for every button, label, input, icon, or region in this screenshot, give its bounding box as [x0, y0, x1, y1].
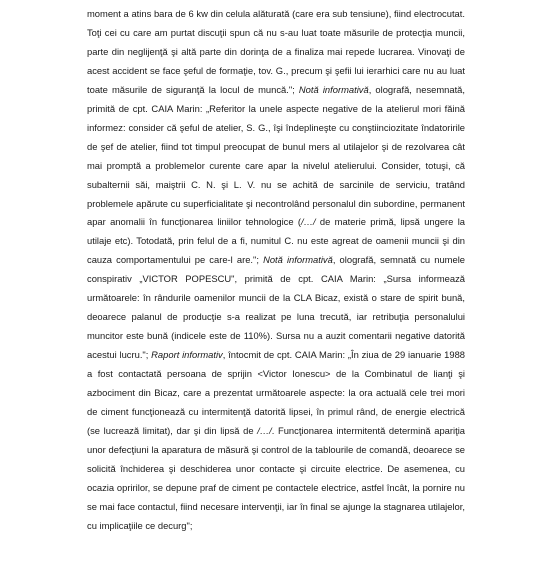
- document-type-label: Notă informativă: [298, 83, 369, 95]
- document-type-label: Notă informativă: [263, 254, 333, 266]
- text-segment: . Funcţionarea intermitentă determină apariţia unor defecţiuni la aparatura de măsură şi control de la tablourile de comandă, deoarece se solicită închiderea şi deschiderea unor contacte şi circuite electrice. De asemenea, cu ocazia opririlor, se depune praf de ciment pe contactele electrice, astfel încât, la pornire nu se mai face contactul, fiind necesare intervenţii, iar în final se ajunge la stagnarea utilajelor, cu implicaţiile ce decurg";: [87, 424, 465, 531]
- text-segment: , olografă, nesemnată, primită de cpt. CAIA Marin: „Referitor la unele aspecte negative de la atelierul mori făină informez: consider că şeful de atelier, S. G., îşi îndeplineşte cu conştiinciozitate îndatoririle de şef de atelier, fiind tot timpul preocupat de bunul mers al utilajelor şi de rezolvarea cât mai promptă a problemelor curente care apar la nivelul atelierului. Consider, totuşi, că subalternii săi, maiştrii C. N. şi L. V. nu se achită de sarcinile de serviciu, tratând problemele apărute cu superficialitate şi necontrolând personalul din subordine, permanent apar anomalii în funcţionarea liniilor tehnologice (: [87, 83, 466, 228]
- text-segment: , întocmit de cpt. CAIA Marin: „În ziua de 29 ianuarie 1988 a fost contactată persoana de sprijin <Victor Ionescu> de la Combinatul de lianţi şi azbociment din Bicaz, care a prezentat următoarele aspecte: la ora actuală cele trei mori de ciment funcţionează cu intermitenţă datorită lipsei, în primul rând, de energie electrică (se lucrează limitat), dar şi din lipsă de: [87, 349, 466, 436]
- omission-mark: /…/: [257, 424, 272, 436]
- text-segment: , olografă, semnată cu numele conspirativ „VICTOR POPESCU", primită de cpt. CAIA Marin: „Sursa informează următoarele: în rândurile oamenilor muncii de la CLA Bicaz, există o stare de spirit bună, deoarece palanul de producţie s-a realizat pe luna trecută, iar retribuţia personalului muncitor este bună (indicele este de 110%). Sursa nu a auzit comentarii negative datorită acestui lucru.";: [87, 254, 465, 361]
- text-segment: moment a atins bara de 6 kw din celula alăturată (care era sub tensiune), fiind electrocutat. Toţi cei cu care am purtat discuţii spun că nu s-au luat toate măsurile de protecţia muncii, parte din neglijenţă şi altă parte din dorinţa de a finaliza mai repede lucrarea. Vinovaţi de acest accident se face şeful de formaţie, tov. G., precum şi şefii lui ierarhici care nu au luat toate măsurile de siguranţă la locul de muncă.";: [87, 8, 465, 95]
- document-type-label: Raport informativ: [151, 349, 223, 361]
- text-segment: de materie primă, lipsă ungere la utilaje etc). Totodată, prin felul de a fi, numitul C. nu este agreat de oamenii muncii şi din cauza comportamentului pe care-l are.";: [87, 216, 465, 266]
- body-paragraph: [87, 5, 465, 536]
- omission-mark: /…/: [301, 216, 316, 228]
